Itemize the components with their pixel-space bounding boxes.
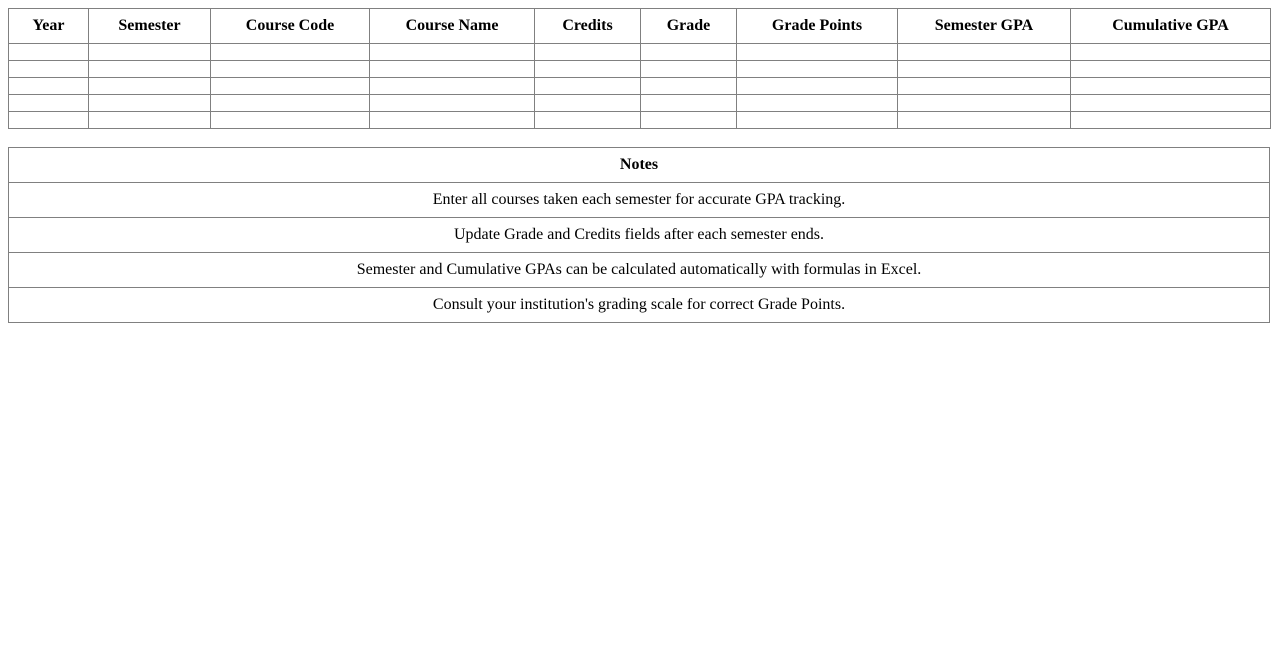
table-cell[interactable] bbox=[9, 78, 89, 95]
table-cell[interactable] bbox=[898, 61, 1071, 78]
table-cell[interactable] bbox=[737, 78, 898, 95]
table-cell[interactable] bbox=[211, 112, 370, 129]
column-header-semester-gpa: Semester GPA bbox=[898, 9, 1071, 44]
table-cell[interactable] bbox=[370, 112, 535, 129]
table-cell[interactable] bbox=[9, 44, 89, 61]
notes-title: Notes bbox=[9, 148, 1270, 183]
table-cell[interactable] bbox=[89, 112, 211, 129]
table-cell[interactable] bbox=[1071, 61, 1271, 78]
column-header-course-code: Course Code bbox=[211, 9, 370, 44]
table-cell[interactable] bbox=[89, 44, 211, 61]
column-header-grade: Grade bbox=[641, 9, 737, 44]
table-cell[interactable] bbox=[737, 95, 898, 112]
table-cell[interactable] bbox=[211, 61, 370, 78]
table-cell[interactable] bbox=[1071, 112, 1271, 129]
note-text: Consult your institution's grading scale for correct Grade Points. bbox=[9, 288, 1270, 323]
note-text: Semester and Cumulative GPAs can be calculated automatically with formulas in Excel. bbox=[9, 253, 1270, 288]
note-row bbox=[9, 183, 1270, 218]
table-row bbox=[9, 95, 1271, 112]
column-header-credits: Credits bbox=[535, 9, 641, 44]
table-cell[interactable] bbox=[641, 44, 737, 61]
notes-table bbox=[8, 147, 1270, 323]
column-header-course-name: Course Name bbox=[370, 9, 535, 44]
note-row bbox=[9, 288, 1270, 323]
table-cell[interactable] bbox=[535, 61, 641, 78]
table-cell[interactable] bbox=[370, 78, 535, 95]
column-header-semester: Semester bbox=[89, 9, 211, 44]
table-cell[interactable] bbox=[898, 44, 1071, 61]
table-cell[interactable] bbox=[737, 112, 898, 129]
table-cell[interactable] bbox=[211, 95, 370, 112]
table-cell[interactable] bbox=[370, 44, 535, 61]
table-cell[interactable] bbox=[211, 44, 370, 61]
column-header-grade-points: Grade Points bbox=[737, 9, 898, 44]
note-row bbox=[9, 218, 1270, 253]
note-text: Enter all courses taken each semester for accurate GPA tracking. bbox=[9, 183, 1270, 218]
table-cell[interactable] bbox=[370, 95, 535, 112]
table-cell[interactable] bbox=[89, 61, 211, 78]
gpa-tracker-table bbox=[8, 8, 1271, 129]
table-cell[interactable] bbox=[641, 78, 737, 95]
table-cell[interactable] bbox=[9, 112, 89, 129]
note-row bbox=[9, 253, 1270, 288]
table-cell[interactable] bbox=[898, 112, 1071, 129]
table-cell[interactable] bbox=[898, 78, 1071, 95]
table-row bbox=[9, 61, 1271, 78]
table-cell[interactable] bbox=[9, 61, 89, 78]
table-cell[interactable] bbox=[211, 78, 370, 95]
table-cell[interactable] bbox=[641, 61, 737, 78]
table-row bbox=[9, 112, 1271, 129]
column-header-year: Year bbox=[9, 9, 89, 44]
table-row bbox=[9, 44, 1271, 61]
table-cell[interactable] bbox=[1071, 44, 1271, 61]
table-cell[interactable] bbox=[1071, 95, 1271, 112]
table-cell[interactable] bbox=[1071, 78, 1271, 95]
table-cell[interactable] bbox=[89, 78, 211, 95]
table-cell[interactable] bbox=[9, 95, 89, 112]
table-row bbox=[9, 78, 1271, 95]
table-cell[interactable] bbox=[535, 95, 641, 112]
table-cell[interactable] bbox=[535, 44, 641, 61]
table-cell[interactable] bbox=[737, 61, 898, 78]
table-cell[interactable] bbox=[641, 95, 737, 112]
header-row bbox=[9, 9, 1271, 44]
column-header-cumulative-gpa: Cumulative GPA bbox=[1071, 9, 1271, 44]
table-cell[interactable] bbox=[535, 112, 641, 129]
table-cell[interactable] bbox=[370, 61, 535, 78]
note-text: Update Grade and Credits fields after each semester ends. bbox=[9, 218, 1270, 253]
table-cell[interactable] bbox=[737, 44, 898, 61]
table-cell[interactable] bbox=[535, 78, 641, 95]
table-cell[interactable] bbox=[641, 112, 737, 129]
table-cell[interactable] bbox=[89, 95, 211, 112]
table-cell[interactable] bbox=[898, 95, 1071, 112]
notes-header-row bbox=[9, 148, 1270, 183]
